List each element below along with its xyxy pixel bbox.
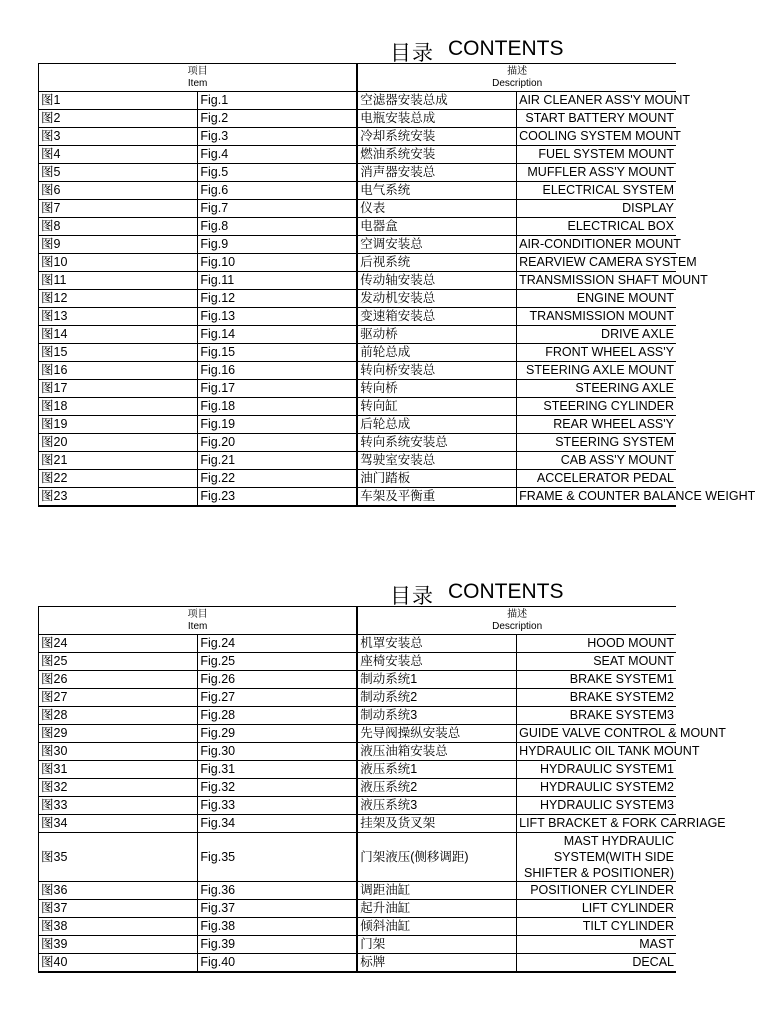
row-cn-name: 标牌 <box>357 954 516 973</box>
header-item <box>39 607 358 635</box>
row-number: 图15 <box>39 344 198 362</box>
table-row <box>39 797 677 815</box>
table-row <box>39 833 677 882</box>
row-fig: Fig.15 <box>198 344 357 362</box>
table-row <box>39 743 677 761</box>
row-fig: Fig.2 <box>198 110 357 128</box>
row-fig: Fig.10 <box>198 254 357 272</box>
row-number: 图2 <box>39 110 198 128</box>
table-row <box>39 779 677 797</box>
row-cn-name: 空调安装总 <box>357 236 516 254</box>
row-cn-name: 仪表 <box>357 200 516 218</box>
table-row <box>39 236 677 254</box>
header-description <box>357 64 676 92</box>
row-description: FRAME & COUNTER BALANCE WEIGHT <box>517 488 676 507</box>
row-description: TRANSMISSION SHAFT MOUNT <box>517 272 676 290</box>
row-fig: Fig.36 <box>198 882 357 900</box>
table-row <box>39 254 677 272</box>
row-description: DECAL <box>517 954 676 973</box>
row-cn-name: 冷却系统安装 <box>357 128 516 146</box>
row-cn-name: 转向桥安装总 <box>357 362 516 380</box>
row-fig: Fig.23 <box>198 488 357 507</box>
row-fig: Fig.33 <box>198 797 357 815</box>
row-cn-name: 电器盒 <box>357 218 516 236</box>
contents-table <box>38 606 726 973</box>
row-fig: Fig.16 <box>198 362 357 380</box>
row-fig: Fig.13 <box>198 308 357 326</box>
row-fig: Fig.22 <box>198 470 357 488</box>
row-number: 图30 <box>39 743 198 761</box>
row-description: CAB ASS'Y MOUNT <box>517 452 676 470</box>
row-description: TRANSMISSION MOUNT <box>517 308 676 326</box>
table-row <box>39 326 677 344</box>
row-description: GUIDE VALVE CONTROL & MOUNT <box>517 725 676 743</box>
row-cn-name: 液压系统1 <box>357 761 516 779</box>
row-fig: Fig.40 <box>198 954 357 973</box>
table-row <box>39 290 677 308</box>
row-cn-name: 制动系统1 <box>357 671 516 689</box>
row-description: COOLING SYSTEM MOUNT <box>517 128 676 146</box>
contents-title <box>38 580 676 606</box>
row-description: TILT CYLINDER <box>517 918 676 936</box>
table-row <box>39 689 677 707</box>
row-number: 图3 <box>39 128 198 146</box>
table-row <box>39 380 677 398</box>
table-row <box>39 936 677 954</box>
row-fig: Fig.5 <box>198 164 357 182</box>
row-cn-name: 倾斜油缸 <box>357 918 516 936</box>
row-fig: Fig.6 <box>198 182 357 200</box>
header-desc-en: Description <box>492 77 543 89</box>
header-description <box>357 607 676 635</box>
row-number: 图39 <box>39 936 198 954</box>
row-cn-name: 转向系统安装总 <box>357 434 516 452</box>
row-number: 图36 <box>39 882 198 900</box>
table-row <box>39 434 677 452</box>
row-cn-name: 门架 <box>357 936 516 954</box>
row-cn-name: 空滤器安装总成 <box>357 92 516 110</box>
row-number: 图28 <box>39 707 198 725</box>
table-row <box>39 182 677 200</box>
table-row <box>39 761 677 779</box>
header-desc-cn: 描述 <box>507 608 528 620</box>
row-number: 图37 <box>39 900 198 918</box>
row-number: 图38 <box>39 918 198 936</box>
table-row <box>39 882 677 900</box>
table-row <box>39 918 677 936</box>
row-description: HYDRAULIC OIL TANK MOUNT <box>517 743 676 761</box>
header-item-en: Item <box>187 620 208 632</box>
row-number: 图13 <box>39 308 198 326</box>
row-number: 图33 <box>39 797 198 815</box>
row-description: STEERING AXLE <box>517 380 676 398</box>
row-cn-name: 电气系统 <box>357 182 516 200</box>
row-number: 图20 <box>39 434 198 452</box>
row-fig: Fig.28 <box>198 707 357 725</box>
row-description: HYDRAULIC SYSTEM3 <box>517 797 676 815</box>
row-description: ENGINE MOUNT <box>517 290 676 308</box>
table-header <box>39 64 677 92</box>
row-fig: Fig.7 <box>198 200 357 218</box>
row-number: 图10 <box>39 254 198 272</box>
row-cn-name: 门架液压(侧移调距) <box>357 833 516 882</box>
header-desc-cn: 描述 <box>507 65 528 77</box>
row-cn-name: 变速箱安装总 <box>357 308 516 326</box>
row-number: 图25 <box>39 653 198 671</box>
table-row <box>39 200 677 218</box>
table-row <box>39 272 677 290</box>
row-fig: Fig.31 <box>198 761 357 779</box>
table-row <box>39 954 677 973</box>
row-cn-name: 消声器安装总 <box>357 164 516 182</box>
row-fig: Fig.38 <box>198 918 357 936</box>
row-description: HYDRAULIC SYSTEM1 <box>517 761 676 779</box>
table-row <box>39 470 677 488</box>
row-fig: Fig.37 <box>198 900 357 918</box>
row-description: HYDRAULIC SYSTEM2 <box>517 779 676 797</box>
row-description: ELECTRICAL BOX <box>517 218 676 236</box>
row-cn-name: 燃油系统安装 <box>357 146 516 164</box>
row-fig: Fig.24 <box>198 635 357 653</box>
row-cn-name: 转向桥 <box>357 380 516 398</box>
row-fig: Fig.19 <box>198 416 357 434</box>
table-row <box>39 488 677 507</box>
row-fig: Fig.29 <box>198 725 357 743</box>
row-number: 图40 <box>39 954 198 973</box>
header-item-cn: 项目 <box>187 65 208 77</box>
table-row <box>39 671 677 689</box>
row-description: REARVIEW CAMERA SYSTEM <box>517 254 676 272</box>
row-number: 图27 <box>39 689 198 707</box>
row-description: STEERING SYSTEM <box>517 434 676 452</box>
row-cn-name: 车架及平衡重 <box>357 488 516 507</box>
contents-title-cn: 目录 <box>390 42 434 65</box>
table-row <box>39 398 677 416</box>
table-row <box>39 92 677 110</box>
row-number: 图32 <box>39 779 198 797</box>
row-number: 图24 <box>39 635 198 653</box>
row-fig: Fig.26 <box>198 671 357 689</box>
row-cn-name: 机罩安装总 <box>357 635 516 653</box>
row-fig: Fig.12 <box>198 290 357 308</box>
header-item <box>39 64 358 92</box>
row-description: BRAKE SYSTEM2 <box>517 689 676 707</box>
row-cn-name: 前轮总成 <box>357 344 516 362</box>
row-cn-name: 制动系统2 <box>357 689 516 707</box>
row-description: BRAKE SYSTEM3 <box>517 707 676 725</box>
row-number: 图9 <box>39 236 198 254</box>
table-row <box>39 308 677 326</box>
row-cn-name: 液压系统3 <box>357 797 516 815</box>
row-number: 图19 <box>39 416 198 434</box>
row-description: LIFT CYLINDER <box>517 900 676 918</box>
row-cn-name: 油门踏板 <box>357 470 516 488</box>
table-row <box>39 900 677 918</box>
row-description: AIR-CONDITIONER MOUNT <box>517 236 676 254</box>
table-row <box>39 452 677 470</box>
table-row <box>39 344 677 362</box>
header-item-en: Item <box>187 77 208 89</box>
row-description: SEAT MOUNT <box>517 653 676 671</box>
row-number: 图29 <box>39 725 198 743</box>
table-row <box>39 416 677 434</box>
row-fig: Fig.39 <box>198 936 357 954</box>
header-desc-en: Description <box>492 620 543 632</box>
contents-table <box>38 63 756 507</box>
row-cn-name: 驾驶室安装总 <box>357 452 516 470</box>
row-cn-name: 后轮总成 <box>357 416 516 434</box>
row-description: DISPLAY <box>517 200 676 218</box>
table-row <box>39 146 677 164</box>
row-fig: Fig.20 <box>198 434 357 452</box>
row-fig: Fig.4 <box>198 146 357 164</box>
row-fig: Fig.34 <box>198 815 357 833</box>
row-description: FUEL SYSTEM MOUNT <box>517 146 676 164</box>
table-row <box>39 725 677 743</box>
row-cn-name: 起升油缸 <box>357 900 516 918</box>
row-number: 图5 <box>39 164 198 182</box>
row-number: 图35 <box>39 833 198 882</box>
row-fig: Fig.32 <box>198 779 357 797</box>
table-row <box>39 362 677 380</box>
row-fig: Fig.35 <box>198 833 357 882</box>
row-description: ACCELERATOR PEDAL <box>517 470 676 488</box>
row-fig: Fig.14 <box>198 326 357 344</box>
row-number: 图23 <box>39 488 198 507</box>
row-number: 图1 <box>39 92 198 110</box>
row-cn-name: 驱动桥 <box>357 326 516 344</box>
row-fig: Fig.9 <box>198 236 357 254</box>
row-fig: Fig.17 <box>198 380 357 398</box>
row-fig: Fig.8 <box>198 218 357 236</box>
row-cn-name: 电瓶安装总成 <box>357 110 516 128</box>
row-number: 图21 <box>39 452 198 470</box>
row-cn-name: 后视系统 <box>357 254 516 272</box>
row-number: 图16 <box>39 362 198 380</box>
row-fig: Fig.27 <box>198 689 357 707</box>
row-description: MAST <box>517 936 676 954</box>
row-number: 图7 <box>39 200 198 218</box>
table-row <box>39 128 677 146</box>
row-number: 图6 <box>39 182 198 200</box>
row-description: MAST HYDRAULIC SYSTEM(WITH SIDE SHIFTER & POSITIONER) <box>517 833 676 882</box>
row-number: 图11 <box>39 272 198 290</box>
row-description: DRIVE AXLE <box>517 326 676 344</box>
table-row <box>39 707 677 725</box>
table-row <box>39 815 677 833</box>
row-number: 图12 <box>39 290 198 308</box>
row-number: 图17 <box>39 380 198 398</box>
row-number: 图8 <box>39 218 198 236</box>
row-number: 图34 <box>39 815 198 833</box>
row-cn-name: 座椅安装总 <box>357 653 516 671</box>
row-cn-name: 传动轴安装总 <box>357 272 516 290</box>
row-fig: Fig.11 <box>198 272 357 290</box>
row-description: HOOD MOUNT <box>517 635 676 653</box>
row-description: REAR WHEEL ASS'Y <box>517 416 676 434</box>
table-header <box>39 607 677 635</box>
row-description: BRAKE SYSTEM1 <box>517 671 676 689</box>
row-fig: Fig.1 <box>198 92 357 110</box>
row-cn-name: 液压系统2 <box>357 779 516 797</box>
row-description: POSITIONER CYLINDER <box>517 882 676 900</box>
row-fig: Fig.18 <box>198 398 357 416</box>
row-number: 图26 <box>39 671 198 689</box>
row-description: FRONT WHEEL ASS'Y <box>517 344 676 362</box>
table-row <box>39 218 677 236</box>
table-row <box>39 635 677 653</box>
row-cn-name: 先导阀操纵安装总 <box>357 725 516 743</box>
row-number: 图31 <box>39 761 198 779</box>
row-description: LIFT BRACKET & FORK CARRIAGE <box>517 815 676 833</box>
table-row <box>39 110 677 128</box>
row-description: STEERING AXLE MOUNT <box>517 362 676 380</box>
row-description: MUFFLER ASS'Y MOUNT <box>517 164 676 182</box>
table-row <box>39 164 677 182</box>
header-item-cn: 项目 <box>187 608 208 620</box>
contents-title-cn: 目录 <box>390 585 434 608</box>
contents-title-en: CONTENTS <box>448 37 564 60</box>
row-fig: Fig.3 <box>198 128 357 146</box>
row-cn-name: 挂架及货叉架 <box>357 815 516 833</box>
table-row <box>39 653 677 671</box>
row-fig: Fig.30 <box>198 743 357 761</box>
row-fig: Fig.21 <box>198 452 357 470</box>
row-number: 图18 <box>39 398 198 416</box>
row-cn-name: 制动系统3 <box>357 707 516 725</box>
row-description: START BATTERY MOUNT <box>517 110 676 128</box>
row-description: AIR CLEANER ASS'Y MOUNT <box>517 92 676 110</box>
contents-title <box>38 37 676 63</box>
row-cn-name: 发动机安装总 <box>357 290 516 308</box>
row-number: 图4 <box>39 146 198 164</box>
contents-title-en: CONTENTS <box>448 580 564 603</box>
row-cn-name: 调距油缸 <box>357 882 516 900</box>
row-number: 图22 <box>39 470 198 488</box>
row-fig: Fig.25 <box>198 653 357 671</box>
row-description: ELECTRICAL SYSTEM <box>517 182 676 200</box>
row-cn-name: 转向缸 <box>357 398 516 416</box>
row-cn-name: 液压油箱安装总 <box>357 743 516 761</box>
row-number: 图14 <box>39 326 198 344</box>
row-description: STEERING CYLINDER <box>517 398 676 416</box>
